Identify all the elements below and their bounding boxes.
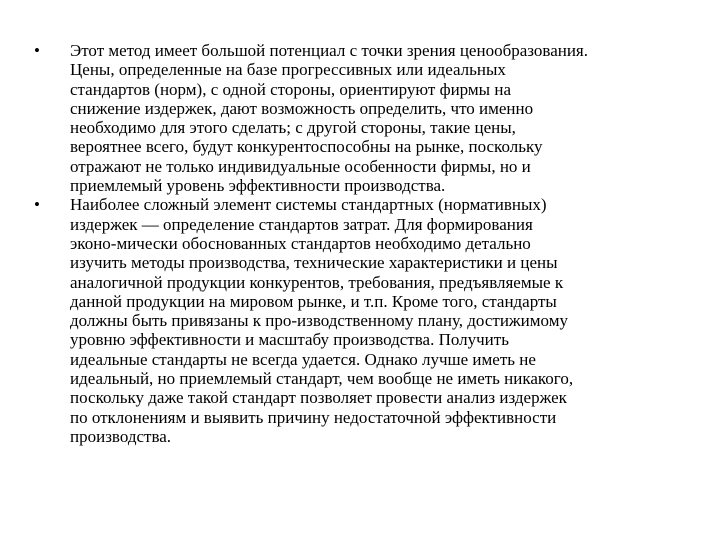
paragraph-line: Этот метод имеет большой потенциал с точки зрения ценообразования. <box>70 41 589 60</box>
paragraph-line: вероятнее всего, будут конкурентоспособны на рынке, поскольку <box>70 137 543 157</box>
bullet-item-pricing-potential <box>34 41 694 195</box>
paragraph-line: идеальные стандарты не всегда удается. Однако лучше иметь не <box>70 349 536 369</box>
paragraph-line: производства. <box>70 426 172 446</box>
paragraph-line: Цены, определенные на базе прогрессивных или идеальных <box>70 60 506 80</box>
paragraph-line: идеальный, но приемлемый стандарт, чем вообще не иметь никакого, <box>70 369 574 389</box>
paragraph-line: поскольку даже такой стандарт позволяет провести анализ издержек <box>70 388 567 408</box>
paragraph-line: данной продукции на мировом рынке, и т.п. Кроме того, стандарты <box>70 291 557 311</box>
paragraph-line: по отклонениям и выявить причину недостаточной эффективности <box>70 407 557 427</box>
bullet-list <box>34 41 694 446</box>
bullet-item-standard-costs <box>34 195 694 446</box>
paragraph-line: отражают не только индивидуальные особенности фирмы, но и <box>70 156 531 176</box>
bullet-dot-icon: • <box>34 41 40 60</box>
paragraph-line: приемлемый уровень эффективности производства. <box>70 176 446 196</box>
bullet-dot-icon: • <box>34 195 40 215</box>
paragraph-line: изучить методы производства, технические характеристики и цены <box>70 253 558 273</box>
paragraph-line: Наиболее сложный элемент системы стандартных (нормативных) <box>70 195 547 215</box>
paragraph-line: издержек — определение стандартов затрат. Для формирования <box>70 214 533 234</box>
paragraph-line: необходимо для этого сделать; с другой стороны, такие цены, <box>70 118 516 138</box>
paragraph-line: эконо-мически обоснованных стандартов необходимо детально <box>70 233 531 253</box>
paragraph-line: должны быть привязаны к про-изводственному плану, достижимому <box>70 311 568 331</box>
paragraph-line: снижение издержек, дают возможность определить, что именно <box>70 98 534 118</box>
paragraph-line: аналогичной продукции конкурентов, требования, предъявляемые к <box>70 272 564 292</box>
paragraph-line: стандартов (норм), с одной стороны, ориентируют фирмы на <box>70 79 511 99</box>
paragraph-line: уровню эффективности и масштабу производства. Получить <box>70 330 509 350</box>
